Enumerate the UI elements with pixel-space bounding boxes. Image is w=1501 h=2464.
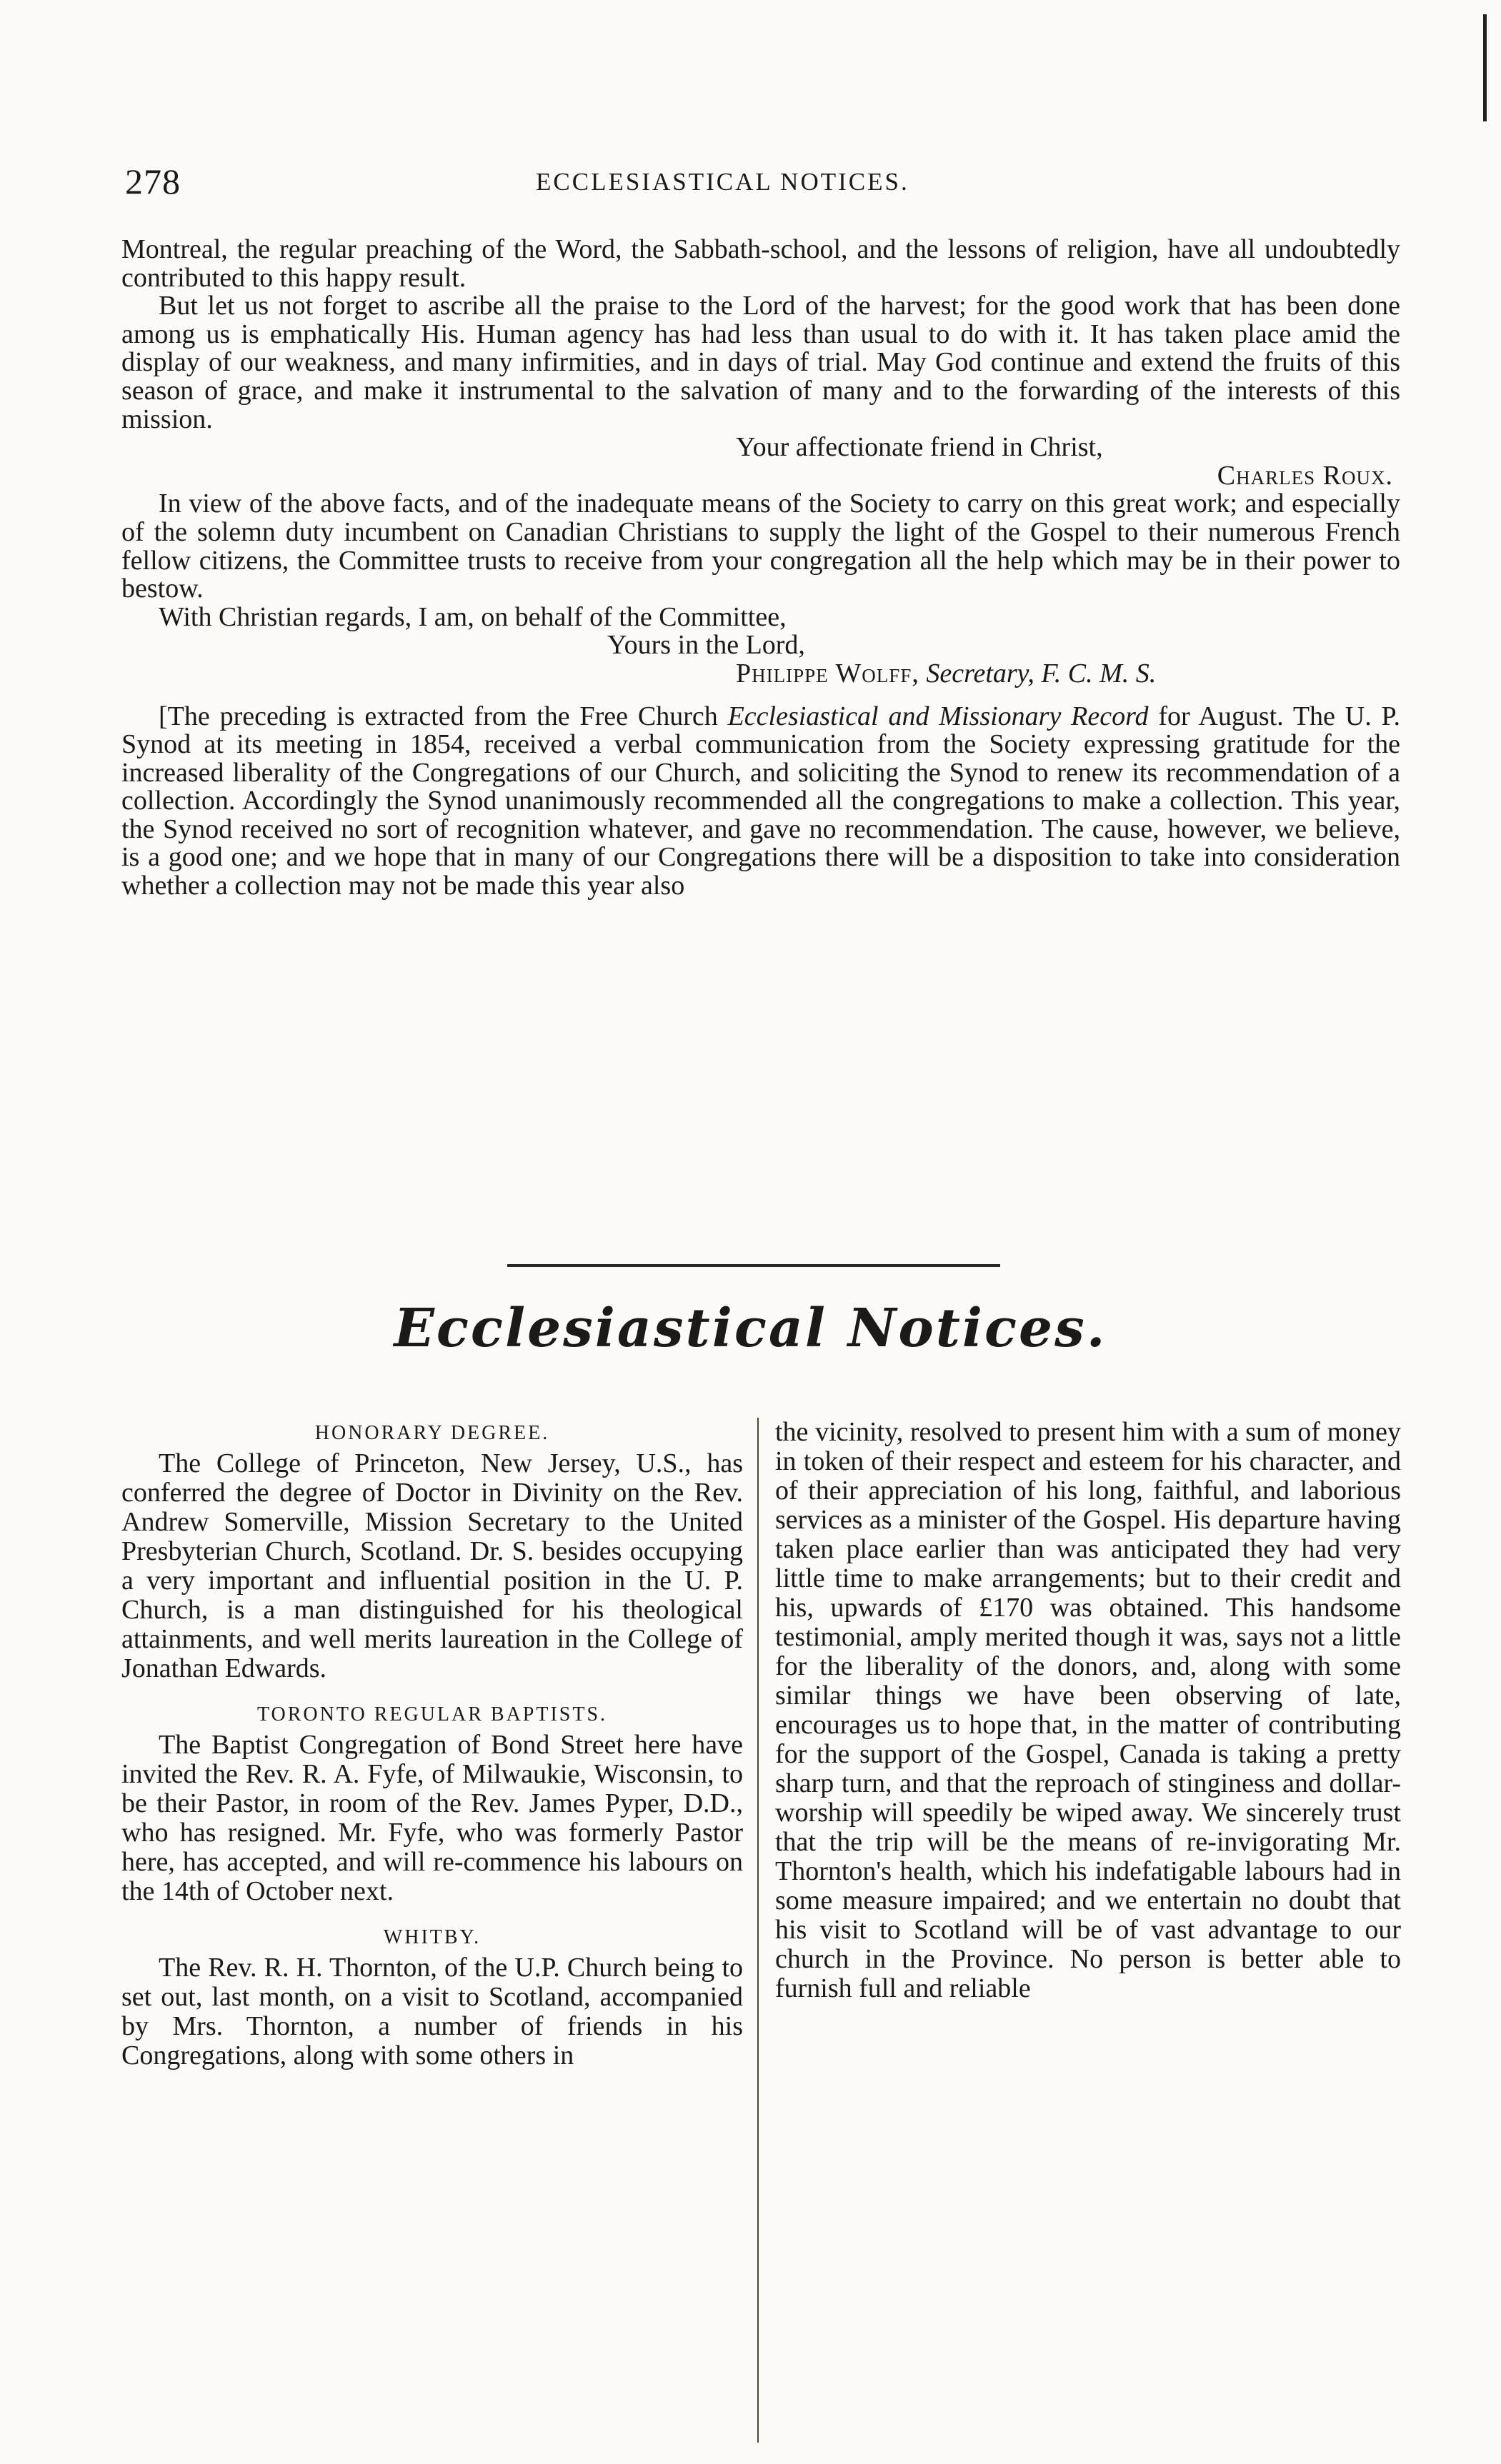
- letter-paragraph: Montreal, the regular preaching of the Word, the Sabbath-school, and the lessons of religion, have all undoubtedly contributed to this happy result.: [121, 234, 1400, 293]
- section-title: Ecclesiastical Notices.: [394, 1298, 1107, 1359]
- committee-paragraph: In view of the above facts, and of the inadequate means of the Society to carry on this great work; and especially of the solemn duty incumbent on Canadian Christians to supply the light of the Gospel to their numerous French fellow citizens, the Committee trusts to receive from your congregation all the help which may be in their power to bestow.: [121, 489, 1400, 604]
- page-header: [125, 161, 1397, 211]
- editorial-note-text: for August. The U. P. Synod at its meeting in 1854, received a verbal communication from the Society expressing gratitude for the increased liberality of the Congregations of our Church, and soliciting the Synod to renew its recommendation of a collection. Accordingly the Synod unanimously recommended all the congregations to make a collection. This year, the Synod received no sort of recognition whatever, and gave no recommendation. The cause, however, we believe, is a good one; and we hope that in many of our Congregations there will be a disposition to take into consideration whether a collection may not be made this year also: [121, 701, 1400, 901]
- editorial-note-lead: [The preceding is extracted from the Free Church: [159, 701, 728, 731]
- editorial-note-source: Ecclesiastical and Missionary Record: [727, 701, 1149, 731]
- column-divider: [757, 1418, 759, 2443]
- letter-signature: [121, 462, 1400, 491]
- subhead-whitby: WHITBY.: [383, 1926, 482, 1948]
- letter-continuation: [121, 236, 1400, 901]
- editorial-note: [121, 703, 1400, 901]
- page-number: 278: [125, 161, 181, 201]
- signature-title: Secretary, F. C. M. S.: [926, 658, 1157, 688]
- notice-paragraph: The Rev. R. H. Thornton, of the U.P. Church being to set out, last month, on a visit to Scotland, accompanied by Mrs. Thornton, a number of friends in his Congregations, along with some others in: [121, 1953, 743, 2070]
- section-divider: [507, 1264, 1000, 1267]
- committee-regards: With Christian regards, I am, on behalf of the Committee,: [159, 601, 787, 632]
- running-head: ECCLESIASTICAL NOTICES.: [536, 168, 909, 196]
- letter-paragraph: But let us not forget to ascribe all the praise to the Lord of the harvest; for the good work that has been done among us is emphatically His. Human agency has had less than usual to do with it. It has taken place amid the display of our weakness, and many infirmities, and in days of trial. May God continue and extend the fruits of this season of grace, and make it instrumental to the salvation of many and to the forwarding of the interests of this mission.: [121, 291, 1400, 434]
- left-column: [121, 1418, 743, 2070]
- committee-closing: Yours in the Lord,: [607, 630, 805, 661]
- right-column: [775, 1418, 1401, 2003]
- signature-name: Charles Roux.: [1217, 460, 1393, 491]
- subhead-toronto-baptists: TORONTO REGULAR BAPTISTS.: [256, 1703, 608, 1726]
- committee-signature: [121, 660, 1400, 688]
- signature-name: Philippe Wolff,: [736, 658, 919, 688]
- notice-paragraph: The Baptist Congregation of Bond Street here have invited the Rev. R. A. Fyfe, of Milwaukie, Wisconsin, to be their Pastor, in room of the Rev. James Pyper, D.D., who has resigned. Mr. Fyfe, who was formerly Pastor here, has accepted, and will re-commence his labours on the 14th of October next.: [121, 1730, 743, 1906]
- page-edge-rule: [1483, 14, 1487, 121]
- subhead-honorary-degree: HONORARY DEGREE.: [314, 1422, 550, 1444]
- notice-paragraph: the vicinity, resolved to present him with a sum of money in token of their respect and esteem for his character, and of their appreciation of his long, faithful, and laborious services as a minister of the Gospel. His departure having taken place earlier than was anticipated they had very little time to make arrangements; but to their credit and his, upwards of £170 was obtained. This handsome testimonial, amply merited though it was, says not a little for the liberality of the donors, and, along with some similar things we have been observing of late, encourages us to hope that, in the matter of contributing for the support of the Gospel, Canada is taking a pretty sharp turn, and that the reproach of stinginess and dollar-worship will speedily be wiped away. We sincerely trust that the trip will be the means of re-invigorating Mr. Thornton's health, which his indefatigable labours had in some measure impaired; and we entertain no doubt that his visit to Scotland will be of vast advantage to our church in the Province. No person is better able to furnish full and reliable: [775, 1417, 1401, 2003]
- notice-paragraph: The College of Princeton, New Jersey, U.S., has conferred the degree of Doctor in Divinity on the Rev. Andrew Somerville, Mission Secretary to the United Presbyterian Church, Scotland. Dr. S. besides occupying a very important and influential position in the U. P. Church, is a man distinguished for his theological attainments, and well merits laureation in the College of Jonathan Edwards.: [121, 1448, 743, 1683]
- letter-closing: Your affectionate friend in Christ,: [736, 432, 1103, 463]
